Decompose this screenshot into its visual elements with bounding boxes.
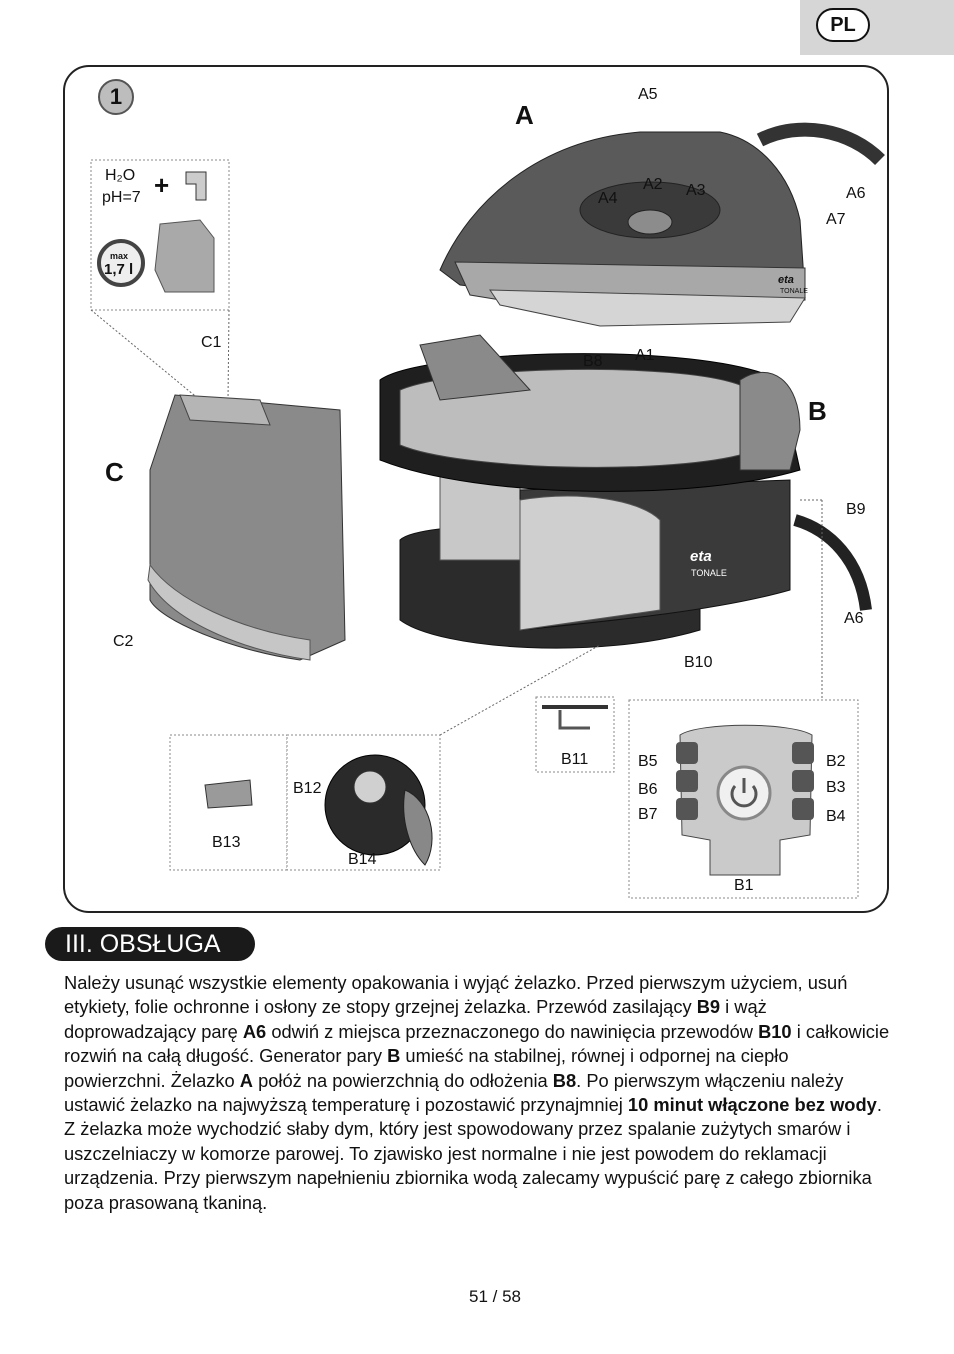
- label-a3: A3: [686, 182, 706, 199]
- part-letter-b: B: [808, 396, 827, 426]
- label-c1: C1: [201, 334, 222, 351]
- label-a4: A4: [598, 190, 618, 207]
- section-heading: III. OBSŁUGA: [45, 927, 255, 961]
- label-a6-top: A6: [846, 185, 866, 202]
- part-letter-a: A: [515, 100, 534, 130]
- label-b4: B4: [826, 808, 846, 825]
- water-ph: pH=7: [102, 189, 141, 206]
- iron-brand-logo: eta: [778, 274, 794, 286]
- max-volume: 1,7 l: [104, 261, 134, 278]
- label-a6-bottom: A6: [844, 610, 864, 627]
- instructions-text: [64, 971, 894, 1215]
- brand-logo: eta: [690, 548, 712, 565]
- label-a2: A2: [643, 176, 663, 193]
- label-b5: B5: [638, 753, 658, 770]
- label-b3: B3: [826, 779, 846, 796]
- max-label: max: [110, 251, 129, 261]
- water-plus: +: [154, 170, 170, 200]
- label-b11: B11: [561, 751, 589, 768]
- language-badge: PL: [816, 8, 870, 42]
- label-b12: B12: [293, 780, 322, 797]
- label-a5: A5: [638, 86, 658, 103]
- label-b13: B13: [212, 834, 241, 851]
- label-b9: B9: [846, 501, 866, 518]
- label-b10: B10: [684, 654, 713, 671]
- label-b1: B1: [734, 877, 754, 894]
- figure-number: 1: [98, 79, 134, 115]
- iron-brand-model: TONALE: [780, 288, 808, 295]
- label-c2: C2: [113, 633, 134, 650]
- brand-model: TONALE: [691, 568, 727, 578]
- label-b8: B8: [583, 353, 603, 370]
- label-b2: B2: [826, 753, 846, 770]
- part-letter-c: C: [105, 457, 124, 487]
- paragraph-2: Z żelazka może wychodzić słaby dym, który jest spowodowany przez spalanie zużytych smarów i uszczelniaczy w komorze parowej. To zjawisko jest normalne i nie jest powodem do reklamacji urządzenia. Przy pierwszym napełnieniu zbiornika wodą zalecamy wypuścić parę z całego zbiornika poza prasowaną tkaniną.: [64, 1118, 872, 1213]
- label-a7: A7: [826, 211, 846, 228]
- water-h2o: H₂O: [105, 167, 136, 184]
- label-b14: B14: [348, 851, 377, 868]
- label-b7: B7: [638, 806, 658, 823]
- label-b6: B6: [638, 781, 658, 798]
- label-a1: A1: [635, 347, 655, 364]
- page-number: 51 / 58: [469, 1287, 521, 1306]
- paragraph-1: Należy usunąć wszystkie elementy opakowania i wyjąć żelazko. Przed pierwszym użyciem, usuń etykiety, folie ochronne i osłony ze stopy grzejnej żelazka. Przewód zasilający B9 i wąż doprowadzający parę A6 odwiń z miejsca przeznaczonego do nawinięcia przewodów B10 i całkowicie rozwiń na całą długość. Generator pary B umieść na stabilnej, równej i odpornej na ciepło powierzchni. Żelazko A połóż na powierzchnią do odłożenia B8. Po pierwszym włączeniu należy ustawić żelazko na najwyższą temperaturę i pozostawić przynajmniej 10 minut włączone bez wody.: [64, 972, 890, 1116]
